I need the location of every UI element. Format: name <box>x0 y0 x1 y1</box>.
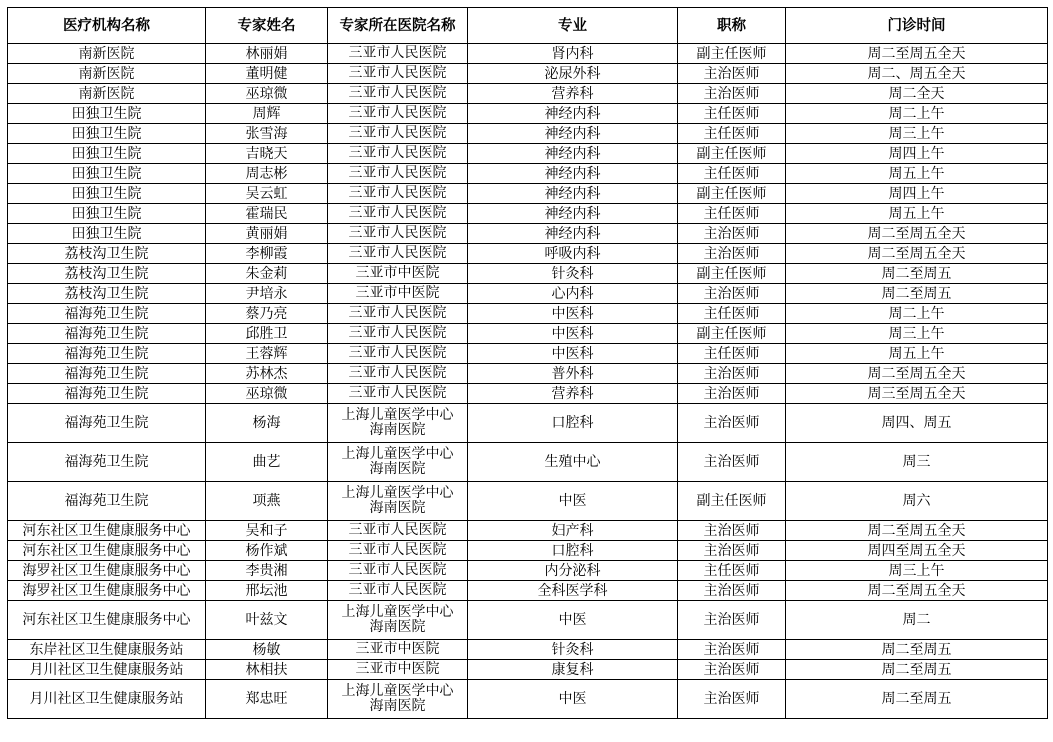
cell-expert-name: 霍瑞民 <box>206 204 328 224</box>
cell-specialty: 中医科 <box>468 304 678 324</box>
cell-specialty: 中医 <box>468 482 678 521</box>
table-row <box>8 601 1048 640</box>
cell-title: 主治医师 <box>678 224 786 244</box>
cell-title: 副主任医师 <box>678 44 786 64</box>
cell-specialty: 心内科 <box>468 284 678 304</box>
hospital-name-line: 三亚市人民医院 <box>348 105 447 121</box>
cell-title: 主治医师 <box>678 660 786 680</box>
cell-title: 副主任医师 <box>678 324 786 344</box>
cell-expert-name: 黄丽娟 <box>206 224 328 244</box>
hospital-name-line: 三亚市人民医院 <box>348 185 447 201</box>
hospital-name-line: 上海儿童医学中心 <box>341 407 454 423</box>
cell-specialty: 神经内科 <box>468 104 678 124</box>
cell-title: 主任医师 <box>678 344 786 364</box>
cell-title: 主任医师 <box>678 561 786 581</box>
table-row <box>8 44 1048 64</box>
cell-expert-hospital <box>328 640 468 660</box>
cell-specialty: 神经内科 <box>468 124 678 144</box>
cell-institution: 福海苑卫生院 <box>8 344 206 364</box>
cell-title: 主治医师 <box>678 443 786 482</box>
hospital-name-line: 三亚市人民医院 <box>348 385 447 401</box>
hospital-name-line: 上海儿童医学中心 <box>341 446 454 462</box>
hospital-name-line: 三亚市人民医院 <box>348 245 447 261</box>
header-row <box>8 8 1048 44</box>
cell-expert-name: 林丽娟 <box>206 44 328 64</box>
cell-specialty: 全科医学科 <box>468 581 678 601</box>
table-row <box>8 224 1048 244</box>
cell-specialty: 营养科 <box>468 384 678 404</box>
cell-clinic-time: 周二上午 <box>786 104 1048 124</box>
cell-institution: 田独卫生院 <box>8 164 206 184</box>
cell-expert-name: 邢坛池 <box>206 581 328 601</box>
cell-specialty: 神经内科 <box>468 204 678 224</box>
cell-institution: 福海苑卫生院 <box>8 304 206 324</box>
cell-institution: 河东社区卫生健康服务中心 <box>8 601 206 640</box>
table-row <box>8 581 1048 601</box>
table-row <box>8 124 1048 144</box>
hospital-name-line: 海南医院 <box>369 698 426 714</box>
cell-institution: 田独卫生院 <box>8 144 206 164</box>
table-row <box>8 561 1048 581</box>
table-row <box>8 244 1048 264</box>
table-row <box>8 660 1048 680</box>
cell-institution: 田独卫生院 <box>8 184 206 204</box>
cell-clinic-time: 周二至周五 <box>786 640 1048 660</box>
cell-clinic-time: 周五上午 <box>786 204 1048 224</box>
cell-expert-hospital <box>328 64 468 84</box>
cell-title: 主治医师 <box>678 284 786 304</box>
cell-title: 主治医师 <box>678 364 786 384</box>
cell-institution: 月川社区卫生健康服务站 <box>8 680 206 719</box>
cell-clinic-time: 周二 <box>786 601 1048 640</box>
cell-expert-hospital <box>328 184 468 204</box>
cell-expert-hospital <box>328 164 468 184</box>
hospital-name-line: 三亚市人民医院 <box>348 145 447 161</box>
cell-expert-hospital <box>328 284 468 304</box>
cell-clinic-time: 周二至周五 <box>786 284 1048 304</box>
header-clinic-time: 门诊时间 <box>786 8 1048 44</box>
hospital-name-line: 上海儿童医学中心 <box>341 604 454 620</box>
cell-title: 主任医师 <box>678 164 786 184</box>
table-row <box>8 64 1048 84</box>
cell-specialty: 中医 <box>468 680 678 719</box>
cell-institution: 田独卫生院 <box>8 204 206 224</box>
hospital-name-line: 上海儿童医学中心 <box>341 485 454 501</box>
hospital-name-line: 三亚市人民医院 <box>348 345 447 361</box>
cell-institution: 荔枝沟卫生院 <box>8 244 206 264</box>
table-row <box>8 324 1048 344</box>
cell-institution: 南新医院 <box>8 84 206 104</box>
cell-expert-name: 张雪海 <box>206 124 328 144</box>
table-row <box>8 521 1048 541</box>
hospital-name-line: 海南医院 <box>369 500 426 516</box>
cell-institution: 南新医院 <box>8 64 206 84</box>
cell-clinic-time: 周二至周五 <box>786 660 1048 680</box>
cell-specialty: 生殖中心 <box>468 443 678 482</box>
cell-expert-hospital <box>328 541 468 561</box>
cell-institution: 田独卫生院 <box>8 124 206 144</box>
cell-institution: 荔枝沟卫生院 <box>8 284 206 304</box>
cell-institution: 东岸社区卫生健康服务站 <box>8 640 206 660</box>
cell-expert-hospital <box>328 364 468 384</box>
cell-specialty: 针灸科 <box>468 264 678 284</box>
cell-expert-hospital <box>328 344 468 364</box>
cell-institution: 河东社区卫生健康服务中心 <box>8 521 206 541</box>
cell-expert-name: 曲艺 <box>206 443 328 482</box>
cell-clinic-time: 周四、周五 <box>786 404 1048 443</box>
cell-clinic-time: 周二至周五 <box>786 264 1048 284</box>
cell-expert-name: 叶兹文 <box>206 601 328 640</box>
hospital-name-line: 上海儿童医学中心 <box>341 683 454 699</box>
cell-clinic-time: 周二至周五全天 <box>786 224 1048 244</box>
table-row <box>8 264 1048 284</box>
cell-expert-name: 苏林杰 <box>206 364 328 384</box>
cell-institution: 福海苑卫生院 <box>8 404 206 443</box>
cell-expert-hospital <box>328 84 468 104</box>
hospital-name-line: 三亚市中医院 <box>355 285 440 301</box>
table-row <box>8 364 1048 384</box>
table-row <box>8 184 1048 204</box>
cell-title: 主治医师 <box>678 581 786 601</box>
cell-clinic-time: 周五上午 <box>786 344 1048 364</box>
table-row <box>8 680 1048 719</box>
hospital-name-line: 三亚市人民医院 <box>348 65 447 81</box>
cell-expert-name: 杨敏 <box>206 640 328 660</box>
hospital-name-line: 三亚市人民医院 <box>348 125 447 141</box>
cell-specialty: 内分泌科 <box>468 561 678 581</box>
hospital-name-line: 三亚市人民医院 <box>348 85 447 101</box>
cell-clinic-time: 周二全天 <box>786 84 1048 104</box>
cell-specialty: 中医科 <box>468 344 678 364</box>
cell-clinic-time: 周四上午 <box>786 184 1048 204</box>
cell-institution: 福海苑卫生院 <box>8 364 206 384</box>
hospital-name-line: 海南医院 <box>369 619 426 635</box>
cell-institution: 荔枝沟卫生院 <box>8 264 206 284</box>
cell-specialty: 普外科 <box>468 364 678 384</box>
cell-title: 主治医师 <box>678 601 786 640</box>
table-row <box>8 344 1048 364</box>
hospital-name-line: 三亚市人民医院 <box>348 582 447 598</box>
cell-clinic-time: 周五上午 <box>786 164 1048 184</box>
table-row <box>8 482 1048 521</box>
cell-expert-name: 王蓉辉 <box>206 344 328 364</box>
cell-specialty: 神经内科 <box>468 164 678 184</box>
cell-specialty: 泌尿外科 <box>468 64 678 84</box>
cell-clinic-time: 周二至周五全天 <box>786 244 1048 264</box>
cell-expert-hospital <box>328 144 468 164</box>
cell-expert-name: 周志彬 <box>206 164 328 184</box>
hospital-name-line: 三亚市人民医院 <box>348 542 447 558</box>
cell-institution: 田独卫生院 <box>8 224 206 244</box>
cell-title: 副主任医师 <box>678 144 786 164</box>
table-row <box>8 304 1048 324</box>
cell-expert-name: 项燕 <box>206 482 328 521</box>
cell-specialty: 中医 <box>468 601 678 640</box>
header-title: 职称 <box>678 8 786 44</box>
cell-clinic-time: 周二至周五全天 <box>786 44 1048 64</box>
expert-schedule-sheet <box>7 7 1047 719</box>
cell-specialty: 妇产科 <box>468 521 678 541</box>
cell-expert-hospital <box>328 521 468 541</box>
cell-expert-name: 杨海 <box>206 404 328 443</box>
cell-expert-name: 董明健 <box>206 64 328 84</box>
hospital-name-line: 三亚市人民医院 <box>348 45 447 61</box>
cell-institution: 海罗社区卫生健康服务中心 <box>8 561 206 581</box>
header-expert-hospital: 专家所在医院名称 <box>328 8 468 44</box>
hospital-name-line: 三亚市人民医院 <box>348 305 447 321</box>
cell-expert-hospital <box>328 304 468 324</box>
cell-title: 主治医师 <box>678 64 786 84</box>
cell-specialty: 口腔科 <box>468 404 678 443</box>
cell-expert-hospital <box>328 244 468 264</box>
cell-clinic-time: 周三上午 <box>786 324 1048 344</box>
cell-institution: 福海苑卫生院 <box>8 384 206 404</box>
hospital-name-line: 海南医院 <box>369 422 426 438</box>
cell-expert-name: 巫琼微 <box>206 84 328 104</box>
cell-expert-hospital <box>328 601 468 640</box>
cell-title: 主任医师 <box>678 304 786 324</box>
cell-title: 副主任医师 <box>678 264 786 284</box>
hospital-name-line: 三亚市人民医院 <box>348 365 447 381</box>
hospital-name-line: 三亚市人民医院 <box>348 165 447 181</box>
cell-title: 主治医师 <box>678 404 786 443</box>
cell-specialty: 针灸科 <box>468 640 678 660</box>
cell-expert-hospital <box>328 264 468 284</box>
cell-clinic-time: 周四上午 <box>786 144 1048 164</box>
cell-expert-hospital <box>328 44 468 64</box>
cell-title: 主任医师 <box>678 104 786 124</box>
cell-title: 主治医师 <box>678 84 786 104</box>
cell-title: 副主任医师 <box>678 184 786 204</box>
header-specialty: 专业 <box>468 8 678 44</box>
cell-expert-hospital <box>328 561 468 581</box>
cell-expert-hospital <box>328 104 468 124</box>
cell-clinic-time: 周二、周五全天 <box>786 64 1048 84</box>
cell-title: 主治医师 <box>678 521 786 541</box>
cell-expert-hospital <box>328 384 468 404</box>
cell-specialty: 中医科 <box>468 324 678 344</box>
hospital-name-line: 三亚市中医院 <box>355 661 440 677</box>
cell-title: 主任医师 <box>678 124 786 144</box>
table-row <box>8 284 1048 304</box>
cell-expert-hospital <box>328 482 468 521</box>
cell-clinic-time: 周三 <box>786 443 1048 482</box>
cell-expert-name: 吴云虹 <box>206 184 328 204</box>
table-row <box>8 541 1048 561</box>
cell-institution: 田独卫生院 <box>8 104 206 124</box>
cell-clinic-time: 周二至周五全天 <box>786 521 1048 541</box>
cell-specialty: 神经内科 <box>468 224 678 244</box>
cell-specialty: 口腔科 <box>468 541 678 561</box>
table-body <box>8 44 1048 719</box>
cell-expert-name: 尹培永 <box>206 284 328 304</box>
cell-clinic-time: 周二至周五全天 <box>786 364 1048 384</box>
expert-schedule-table <box>7 7 1048 719</box>
cell-expert-name: 李柳霞 <box>206 244 328 264</box>
table-row <box>8 144 1048 164</box>
hospital-name-line: 三亚市人民医院 <box>348 205 447 221</box>
cell-expert-name: 邱胜卫 <box>206 324 328 344</box>
cell-expert-hospital <box>328 124 468 144</box>
cell-expert-name: 周辉 <box>206 104 328 124</box>
table-row <box>8 404 1048 443</box>
cell-expert-hospital <box>328 324 468 344</box>
table-row <box>8 640 1048 660</box>
cell-clinic-time: 周六 <box>786 482 1048 521</box>
cell-expert-name: 林相扶 <box>206 660 328 680</box>
cell-title: 主治医师 <box>678 244 786 264</box>
cell-expert-name: 巫琼微 <box>206 384 328 404</box>
cell-institution: 海罗社区卫生健康服务中心 <box>8 581 206 601</box>
cell-specialty: 神经内科 <box>468 184 678 204</box>
hospital-name-line: 海南医院 <box>369 461 426 477</box>
cell-expert-hospital <box>328 204 468 224</box>
cell-title: 主治医师 <box>678 541 786 561</box>
cell-institution: 月川社区卫生健康服务站 <box>8 660 206 680</box>
cell-expert-hospital <box>328 581 468 601</box>
cell-title: 主治医师 <box>678 680 786 719</box>
cell-institution: 福海苑卫生院 <box>8 324 206 344</box>
table-row <box>8 164 1048 184</box>
cell-expert-hospital <box>328 224 468 244</box>
table-row <box>8 443 1048 482</box>
cell-expert-name: 郑忠旺 <box>206 680 328 719</box>
table-row <box>8 84 1048 104</box>
cell-clinic-time: 周四至周五全天 <box>786 541 1048 561</box>
cell-specialty: 营养科 <box>468 84 678 104</box>
cell-expert-name: 朱金莉 <box>206 264 328 284</box>
cell-expert-hospital <box>328 404 468 443</box>
hospital-name-line: 三亚市中医院 <box>355 265 440 281</box>
cell-institution: 南新医院 <box>8 44 206 64</box>
cell-specialty: 神经内科 <box>468 144 678 164</box>
cell-expert-name: 蔡乃亮 <box>206 304 328 324</box>
cell-title: 主治医师 <box>678 384 786 404</box>
cell-title: 副主任医师 <box>678 482 786 521</box>
header-expert-name: 专家姓名 <box>206 8 328 44</box>
cell-expert-name: 杨作斌 <box>206 541 328 561</box>
hospital-name-line: 三亚市人民医院 <box>348 522 447 538</box>
cell-institution: 福海苑卫生院 <box>8 482 206 521</box>
cell-clinic-time: 周二至周五全天 <box>786 581 1048 601</box>
table-row <box>8 104 1048 124</box>
cell-expert-hospital <box>328 443 468 482</box>
hospital-name-line: 三亚市中医院 <box>355 641 440 657</box>
cell-expert-name: 李贵湘 <box>206 561 328 581</box>
cell-clinic-time: 周二上午 <box>786 304 1048 324</box>
cell-specialty: 康复科 <box>468 660 678 680</box>
cell-specialty: 呼吸内科 <box>468 244 678 264</box>
cell-institution: 福海苑卫生院 <box>8 443 206 482</box>
cell-title: 主治医师 <box>678 640 786 660</box>
table-row <box>8 204 1048 224</box>
hospital-name-line: 三亚市人民医院 <box>348 225 447 241</box>
table-row <box>8 384 1048 404</box>
cell-institution: 河东社区卫生健康服务中心 <box>8 541 206 561</box>
hospital-name-line: 三亚市人民医院 <box>348 325 447 341</box>
cell-clinic-time: 周二至周五 <box>786 680 1048 719</box>
cell-expert-name: 吴和子 <box>206 521 328 541</box>
cell-clinic-time: 周三至周五全天 <box>786 384 1048 404</box>
header-institution: 医疗机构名称 <box>8 8 206 44</box>
hospital-name-line: 三亚市人民医院 <box>348 562 447 578</box>
cell-title: 主任医师 <box>678 204 786 224</box>
cell-expert-hospital <box>328 660 468 680</box>
cell-specialty: 肾内科 <box>468 44 678 64</box>
cell-clinic-time: 周三上午 <box>786 124 1048 144</box>
cell-expert-name: 吉晓天 <box>206 144 328 164</box>
cell-expert-hospital <box>328 680 468 719</box>
cell-clinic-time: 周三上午 <box>786 561 1048 581</box>
